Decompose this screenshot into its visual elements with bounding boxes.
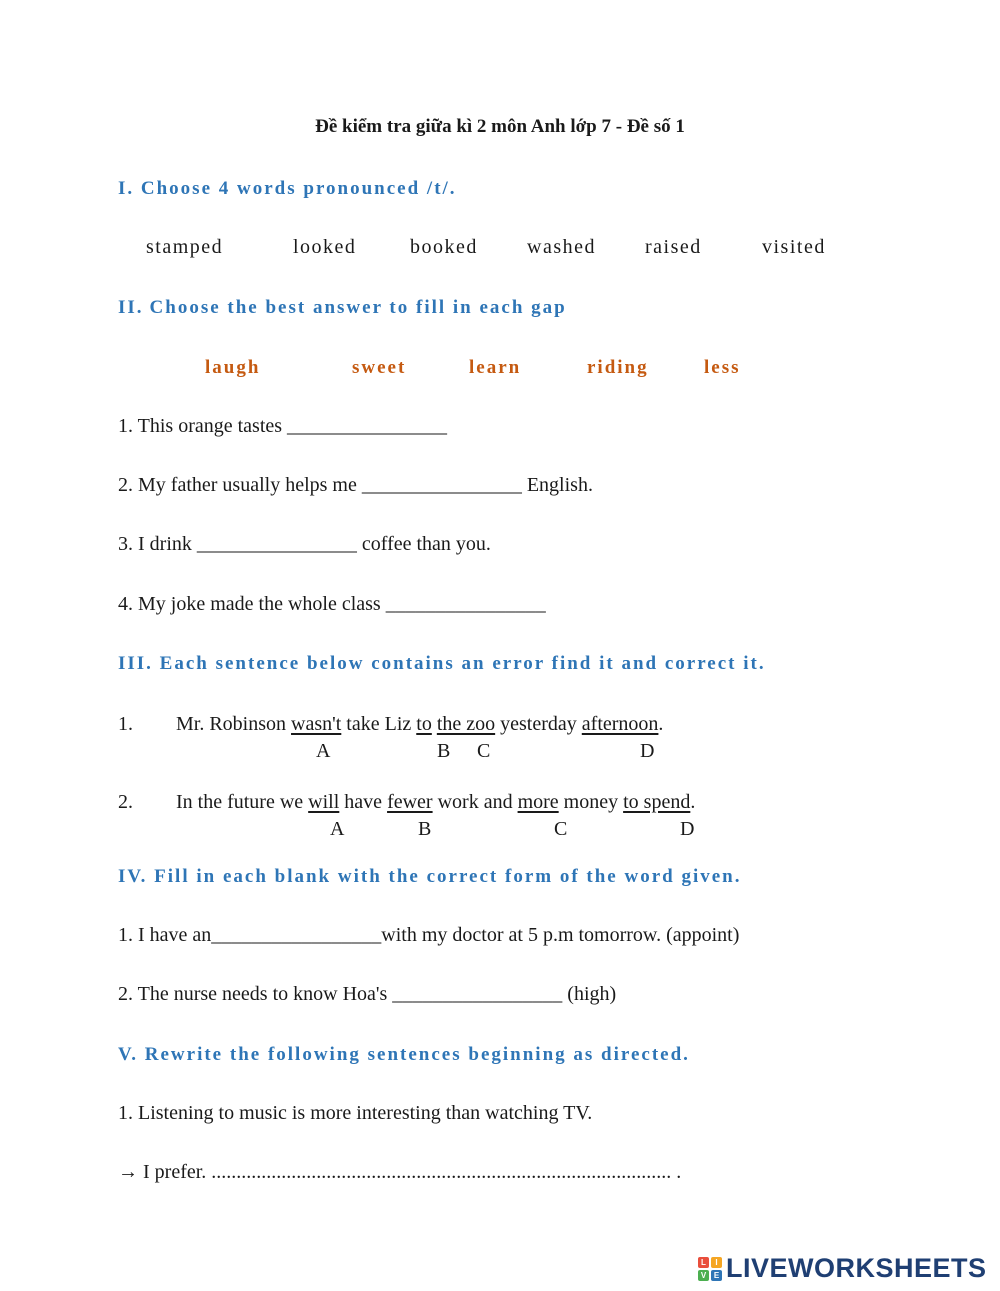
section-4-heading: IV. Fill in each blank with the correct form of the word given. bbox=[118, 866, 742, 887]
answer-blank[interactable]: _________________ bbox=[211, 924, 382, 946]
underlined-option: more bbox=[517, 791, 559, 813]
word-option: looked bbox=[293, 236, 357, 258]
section-2-title: Choose the best answer to fill in each gap bbox=[149, 297, 567, 318]
question-text: with my doctor at 5 p.m tomorrow. (appoint) bbox=[381, 924, 740, 946]
question-text: 2. The nurse needs to know Hoa's bbox=[118, 983, 393, 1005]
question-text: 2. My father usually helps me bbox=[118, 474, 362, 496]
question-4-1 bbox=[118, 924, 739, 947]
rewrite-sentence: 1. Listening to music is more interesting than watching TV. bbox=[118, 1102, 593, 1124]
question-2-1 bbox=[118, 415, 447, 438]
question-2-3 bbox=[118, 533, 491, 556]
underlined-option: fewer bbox=[387, 791, 433, 813]
question-text: 1. I have an bbox=[118, 924, 212, 946]
section-2-heading bbox=[118, 297, 567, 319]
option-letter[interactable]: D bbox=[640, 740, 655, 762]
answer-blank[interactable]: ________________ bbox=[196, 533, 357, 555]
word-option: visited bbox=[762, 236, 826, 258]
answer-blank[interactable]: ________________ bbox=[287, 415, 448, 437]
underlined-option: the zoo bbox=[436, 713, 496, 735]
question-2-2 bbox=[118, 474, 593, 497]
word-option: stamped bbox=[146, 236, 224, 258]
answer-blank[interactable]: _________________ bbox=[392, 983, 563, 1005]
question-text: 3. I drink bbox=[118, 533, 197, 555]
answer-blank[interactable]: ________________ bbox=[385, 593, 546, 615]
underlined-option: to bbox=[416, 713, 432, 735]
logo-mark-icon: L I V E bbox=[698, 1257, 722, 1281]
underlined-option: will bbox=[308, 791, 340, 813]
option-letter[interactable]: A bbox=[330, 818, 345, 840]
underlined-option: afternoon bbox=[581, 713, 659, 735]
option-letter[interactable]: C bbox=[554, 818, 568, 840]
word-bank-item: laugh bbox=[205, 357, 261, 378]
error-sentence: In the future we will have fewer work and more money to spend. bbox=[176, 791, 696, 813]
answer-blank[interactable]: ............................................................................................ . bbox=[211, 1161, 682, 1183]
word-bank-item: learn bbox=[469, 357, 522, 378]
word-bank-item: riding bbox=[587, 357, 649, 378]
answer-prefix: → I prefer. bbox=[118, 1161, 212, 1183]
section-2-number: II. bbox=[118, 297, 144, 318]
question-text: English. bbox=[521, 474, 593, 496]
question-4-2 bbox=[118, 983, 616, 1006]
answer-blank[interactable]: ________________ bbox=[361, 474, 522, 496]
question-text: 4. My joke made the whole class bbox=[118, 593, 386, 615]
underlined-option: to spend bbox=[623, 791, 691, 813]
question-text: (high) bbox=[562, 983, 617, 1005]
word-bank-item: sweet bbox=[352, 357, 407, 378]
option-letter[interactable]: B bbox=[418, 818, 432, 840]
section-1-heading: I. Choose 4 words pronounced /t/. bbox=[118, 178, 457, 199]
word-option: washed bbox=[527, 236, 596, 258]
option-letter[interactable]: C bbox=[477, 740, 491, 762]
error-item-number: 1. bbox=[118, 713, 133, 735]
option-letter[interactable]: D bbox=[680, 818, 695, 840]
question-text: coffee than you. bbox=[356, 533, 491, 555]
option-letter[interactable]: A bbox=[316, 740, 331, 762]
question-2-4 bbox=[118, 593, 546, 616]
underlined-option: wasn't bbox=[291, 713, 342, 735]
liveworksheets-logo[interactable] bbox=[698, 1253, 987, 1284]
section-3-heading: III. Each sentence below contains an error find it and correct it. bbox=[118, 653, 766, 674]
error-sentence: Mr. Robinson wasn't take Liz to the zoo yesterday afternoon. bbox=[176, 713, 664, 735]
rewrite-answer-line bbox=[118, 1161, 681, 1184]
page-title: Đề kiểm tra giữa kì 2 môn Anh lớp 7 - Đề số 1 bbox=[315, 116, 685, 137]
section-5-heading: V. Rewrite the following sentences beginning as directed. bbox=[118, 1044, 690, 1065]
word-option: booked bbox=[410, 236, 478, 258]
option-letter[interactable]: B bbox=[437, 740, 451, 762]
question-text: 1. This orange tastes bbox=[118, 415, 288, 437]
word-bank-item: less bbox=[704, 357, 741, 378]
word-option: raised bbox=[645, 236, 702, 258]
logo-text: LIVEWORKSHEETS bbox=[726, 1253, 987, 1283]
error-item-number: 2. bbox=[118, 791, 133, 813]
